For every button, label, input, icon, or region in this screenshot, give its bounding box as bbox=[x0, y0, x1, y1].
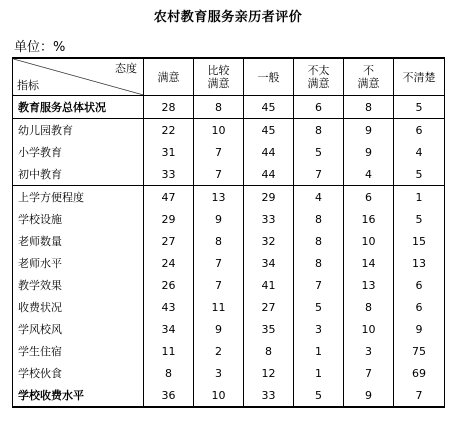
row-value-col-4: 8 bbox=[344, 296, 394, 318]
row-value-col-0: 22 bbox=[144, 119, 194, 142]
row-value-col-2: 33 bbox=[244, 208, 294, 230]
row-value-col-3: 8 bbox=[294, 119, 344, 142]
row-value-col-4: 9 bbox=[344, 384, 394, 407]
row-label: 初中教育 bbox=[13, 163, 144, 186]
row-label: 收费状况 bbox=[13, 296, 144, 318]
row-label: 学校伙食 bbox=[13, 362, 144, 384]
row-value-col-1: 8 bbox=[194, 96, 244, 119]
row-value-col-2: 35 bbox=[244, 318, 294, 340]
row-value-col-3: 8 bbox=[294, 208, 344, 230]
row-value-col-5: 13 bbox=[394, 252, 445, 274]
header-attitude-label: 态度 bbox=[115, 62, 137, 75]
row-label: 学生住宿 bbox=[13, 340, 144, 362]
header-col-1 bbox=[194, 58, 244, 96]
row-value-col-1: 9 bbox=[194, 208, 244, 230]
row-value-col-0: 27 bbox=[144, 230, 194, 252]
header-col-1-line-0: 比较 bbox=[207, 64, 230, 77]
table-title: 农村教育服务亲历者评价 bbox=[153, 10, 303, 25]
row-value-col-4: 4 bbox=[344, 163, 394, 186]
row-value-col-0: 26 bbox=[144, 274, 194, 296]
row-value-col-1: 11 bbox=[194, 296, 244, 318]
row-value-col-3: 6 bbox=[294, 96, 344, 119]
row-label: 幼儿园教育 bbox=[13, 119, 144, 142]
row-value-col-3: 8 bbox=[294, 252, 344, 274]
row-label: 老师数量 bbox=[13, 230, 144, 252]
row-value-col-5: 6 bbox=[394, 119, 445, 142]
row-label: 教育服务总体状况 bbox=[13, 96, 144, 119]
row-value-col-2: 34 bbox=[244, 252, 294, 274]
row-value-col-4: 14 bbox=[344, 252, 394, 274]
unit-label: 单位：% bbox=[14, 40, 66, 55]
row-value-col-1: 13 bbox=[194, 186, 244, 209]
row-value-col-1: 8 bbox=[194, 230, 244, 252]
table-body bbox=[13, 96, 445, 408]
header-col-0 bbox=[144, 58, 194, 96]
table-row bbox=[13, 384, 445, 407]
row-value-col-3: 5 bbox=[294, 141, 344, 163]
table-row bbox=[13, 318, 445, 340]
table-row bbox=[13, 208, 445, 230]
header-col-4-line-0: 不 bbox=[363, 64, 374, 77]
row-value-col-2: 32 bbox=[244, 230, 294, 252]
row-value-col-1: 10 bbox=[194, 384, 244, 407]
evaluation-table bbox=[12, 57, 445, 408]
row-value-col-2: 44 bbox=[244, 141, 294, 163]
row-value-col-5: 9 bbox=[394, 318, 445, 340]
row-value-col-4: 9 bbox=[344, 119, 394, 142]
row-value-col-5: 69 bbox=[394, 362, 445, 384]
row-value-col-3: 1 bbox=[294, 340, 344, 362]
row-value-col-1: 3 bbox=[194, 362, 244, 384]
header-col-4-line-1: 满意 bbox=[357, 77, 380, 90]
row-value-col-0: 29 bbox=[144, 208, 194, 230]
table-row bbox=[13, 163, 445, 186]
table-row bbox=[13, 362, 445, 384]
header-col-3-line-0: 不太 bbox=[307, 64, 330, 77]
row-value-col-0: 11 bbox=[144, 340, 194, 362]
row-value-col-4: 9 bbox=[344, 141, 394, 163]
header-col-1-line-1: 满意 bbox=[207, 77, 230, 90]
row-label: 上学方便程度 bbox=[13, 186, 144, 209]
table-row bbox=[13, 252, 445, 274]
row-value-col-3: 1 bbox=[294, 362, 344, 384]
row-value-col-4: 10 bbox=[344, 230, 394, 252]
row-value-col-5: 6 bbox=[394, 274, 445, 296]
row-value-col-1: 7 bbox=[194, 163, 244, 186]
row-label: 老师水平 bbox=[13, 252, 144, 274]
header-col-0-line-0: 满意 bbox=[157, 70, 180, 84]
header-col-4 bbox=[344, 58, 394, 96]
row-value-col-2: 27 bbox=[244, 296, 294, 318]
table-row bbox=[13, 96, 445, 119]
row-value-col-0: 34 bbox=[144, 318, 194, 340]
row-value-col-5: 75 bbox=[394, 340, 445, 362]
row-label: 学风校风 bbox=[13, 318, 144, 340]
row-value-col-2: 45 bbox=[244, 96, 294, 119]
row-value-col-3: 8 bbox=[294, 230, 344, 252]
table-row bbox=[13, 119, 445, 142]
header-col-2-line-0: 一般 bbox=[257, 70, 280, 84]
row-value-col-3: 3 bbox=[294, 318, 344, 340]
table-row bbox=[13, 230, 445, 252]
header-col-5 bbox=[394, 58, 445, 96]
header-indicator-label: 指标 bbox=[17, 79, 39, 92]
row-value-col-3: 4 bbox=[294, 186, 344, 209]
row-value-col-0: 47 bbox=[144, 186, 194, 209]
row-value-col-4: 13 bbox=[344, 274, 394, 296]
row-value-col-4: 8 bbox=[344, 96, 394, 119]
row-value-col-5: 15 bbox=[394, 230, 445, 252]
row-label: 小学教育 bbox=[13, 141, 144, 163]
row-value-col-4: 10 bbox=[344, 318, 394, 340]
row-value-col-1: 10 bbox=[194, 119, 244, 142]
row-value-col-4: 7 bbox=[344, 362, 394, 384]
row-label: 学校设施 bbox=[13, 208, 144, 230]
row-value-col-2: 33 bbox=[244, 384, 294, 407]
header-col-5-line-0: 不清楚 bbox=[402, 70, 436, 84]
table-row bbox=[13, 340, 445, 362]
header-col-3-line-1: 满意 bbox=[307, 77, 330, 90]
row-value-col-0: 24 bbox=[144, 252, 194, 274]
header-row bbox=[13, 58, 445, 96]
row-value-col-0: 28 bbox=[144, 96, 194, 119]
header-corner-cell bbox=[13, 58, 144, 96]
row-value-col-2: 29 bbox=[244, 186, 294, 209]
table-row bbox=[13, 296, 445, 318]
row-value-col-2: 8 bbox=[244, 340, 294, 362]
row-value-col-5: 6 bbox=[394, 296, 445, 318]
row-value-col-5: 5 bbox=[394, 208, 445, 230]
row-value-col-4: 3 bbox=[344, 340, 394, 362]
row-value-col-1: 7 bbox=[194, 274, 244, 296]
row-value-col-0: 31 bbox=[144, 141, 194, 163]
row-value-col-5: 4 bbox=[394, 141, 445, 163]
row-value-col-1: 2 bbox=[194, 340, 244, 362]
header-col-2 bbox=[244, 58, 294, 96]
row-value-col-0: 8 bbox=[144, 362, 194, 384]
row-value-col-3: 7 bbox=[294, 163, 344, 186]
row-value-col-5: 1 bbox=[394, 186, 445, 209]
row-value-col-4: 16 bbox=[344, 208, 394, 230]
row-value-col-3: 7 bbox=[294, 274, 344, 296]
table-row bbox=[13, 274, 445, 296]
row-value-col-1: 9 bbox=[194, 318, 244, 340]
row-value-col-1: 7 bbox=[194, 252, 244, 274]
row-value-col-3: 5 bbox=[294, 296, 344, 318]
row-label: 学校收费水平 bbox=[13, 384, 144, 407]
row-value-col-0: 33 bbox=[144, 163, 194, 186]
row-value-col-5: 5 bbox=[394, 96, 445, 119]
row-value-col-0: 43 bbox=[144, 296, 194, 318]
table-row bbox=[13, 141, 445, 163]
header-col-3 bbox=[294, 58, 344, 96]
row-value-col-5: 5 bbox=[394, 163, 445, 186]
row-value-col-1: 7 bbox=[194, 141, 244, 163]
table-row bbox=[13, 186, 445, 209]
row-value-col-4: 6 bbox=[344, 186, 394, 209]
row-label: 教学效果 bbox=[13, 274, 144, 296]
row-value-col-0: 36 bbox=[144, 384, 194, 407]
row-value-col-5: 7 bbox=[394, 384, 445, 407]
row-value-col-2: 41 bbox=[244, 274, 294, 296]
row-value-col-3: 5 bbox=[294, 384, 344, 407]
row-value-col-2: 45 bbox=[244, 119, 294, 142]
row-value-col-2: 12 bbox=[244, 362, 294, 384]
row-value-col-2: 44 bbox=[244, 163, 294, 186]
